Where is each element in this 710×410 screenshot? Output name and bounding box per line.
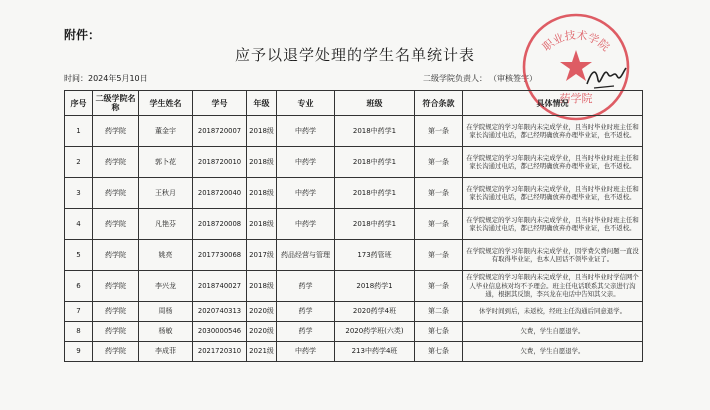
- table-row: [65, 178, 643, 209]
- header-col-detail: 具体情况: [463, 91, 643, 116]
- table-row: [65, 322, 643, 342]
- table-row: [65, 209, 643, 240]
- date-label: 时间：2024年5月10日: [64, 74, 148, 83]
- header-col-grade: 年级: [247, 91, 277, 116]
- cell-major: 中药学: [277, 147, 335, 178]
- cell-clause: 第一条: [415, 271, 463, 302]
- svg-text:职业技术学院: 职业技术学院: [539, 28, 613, 54]
- table-row: [65, 240, 643, 271]
- cell-major: 中药学: [277, 178, 335, 209]
- cell-sid: 2017730068: [193, 240, 247, 271]
- cell-detail: 在学院规定的学习年限内未完成学业，因学费欠费问题一直没有取得毕业证，也本人回话不领毕业证了。: [463, 240, 643, 271]
- cell-clause: 第一条: [415, 116, 463, 147]
- cell-college: 药学院: [93, 147, 139, 178]
- cell-college: 药学院: [93, 271, 139, 302]
- cell-class: 173药管班: [335, 240, 415, 271]
- cell-no: 5: [65, 240, 93, 271]
- cell-grade: 2018级: [247, 178, 277, 209]
- cell-grade: 2020级: [247, 322, 277, 342]
- cell-detail: 欠费，学生自愿退学。: [463, 342, 643, 362]
- cell-sid: 2020740313: [193, 302, 247, 322]
- cell-sid: 2021720310: [193, 342, 247, 362]
- cell-detail: 在学院规定的学习年限内未完成学业，且当时毕业时班主任和家长沟通过电话，都已经明确放弃办理毕业证，也不返校。: [463, 178, 643, 209]
- cell-college: 药学院: [93, 302, 139, 322]
- cell-sid: 2030000546: [193, 322, 247, 342]
- cell-clause: 第一条: [415, 147, 463, 178]
- cell-no: 4: [65, 209, 93, 240]
- cell-clause: 第七条: [415, 342, 463, 362]
- cell-name: 周杨: [139, 302, 193, 322]
- cell-no: 3: [65, 178, 93, 209]
- cell-name: 姚亮: [139, 240, 193, 271]
- svg-text:药学院: 药学院: [559, 92, 593, 105]
- cell-class: 2018中药学1: [335, 209, 415, 240]
- cell-major: 药学: [277, 271, 335, 302]
- cell-detail: 在学院规定的学习年限内未完成学业，且当时毕业时班主任和家长沟通过电话，都已经明确放弃办理毕业证，也不返校。: [463, 147, 643, 178]
- cell-name: 杨敏: [139, 322, 193, 342]
- cell-college: 药学院: [93, 178, 139, 209]
- cell-clause: 第一条: [415, 209, 463, 240]
- cell-detail: 在学院规定的学习年限内未完成学业，且当时毕业时学信网个人毕业信息核对均不予理会。班主任电话联系其父亲进行沟通，根据其反馈，李兴龙在电话中告知其父亲。: [463, 271, 643, 302]
- table-body: [65, 116, 643, 362]
- cell-sid: 2018740027: [193, 271, 247, 302]
- cell-detail: 欠费，学生自愿退学。: [463, 322, 643, 342]
- cell-college: 药学院: [93, 209, 139, 240]
- cell-college: 药学院: [93, 342, 139, 362]
- header-col-no: 序号: [65, 91, 93, 116]
- header-col-college: 二级学院名称: [93, 91, 139, 116]
- cell-grade: 2021级: [247, 342, 277, 362]
- cell-major: 中药学: [277, 342, 335, 362]
- cell-name: 王秋月: [139, 178, 193, 209]
- cell-sid: 2018720007: [193, 116, 247, 147]
- withdrawal-table: [64, 90, 643, 362]
- cell-no: 7: [65, 302, 93, 322]
- cell-no: 8: [65, 322, 93, 342]
- cell-name: 董金宇: [139, 116, 193, 147]
- cell-name: 凡艳芬: [139, 209, 193, 240]
- cell-major: 药品经营与管理: [277, 240, 335, 271]
- cell-clause: 第七条: [415, 322, 463, 342]
- table-row: [65, 302, 643, 322]
- cell-grade: 2018级: [247, 209, 277, 240]
- document-title: 应予以退学处理的学生名单统计表: [234, 46, 475, 64]
- cell-grade: 2018级: [247, 147, 277, 178]
- cell-class: 213中药学4班: [335, 342, 415, 362]
- cell-class: 2018中药学1: [335, 116, 415, 147]
- table-row: [65, 271, 643, 302]
- cell-class: 2018药学1: [335, 271, 415, 302]
- cell-clause: 第二条: [415, 302, 463, 322]
- cell-class: 2018中药学1: [335, 178, 415, 209]
- cell-grade: 2018级: [247, 116, 277, 147]
- header-col-sid: 学号: [193, 91, 247, 116]
- cell-name: 郭卜花: [139, 147, 193, 178]
- cell-no: 9: [65, 342, 93, 362]
- header-col-clause: 符合条款: [415, 91, 463, 116]
- cell-college: 药学院: [93, 116, 139, 147]
- cell-college: 药学院: [93, 240, 139, 271]
- cell-sid: 2018720008: [193, 209, 247, 240]
- cell-detail: 在学院规定的学习年限内未完成学业，且当时毕业时班主任和家长沟通过电话，都已经明确放弃办理毕业证，也不返校。: [463, 209, 643, 240]
- cell-clause: 第一条: [415, 178, 463, 209]
- header-col-name: 学生姓名: [139, 91, 193, 116]
- owner-label: 二级学院负责人：: [423, 74, 487, 83]
- cell-college: 药学院: [93, 322, 139, 342]
- cell-grade: 2018级: [247, 271, 277, 302]
- cell-detail: 在学院规定的学习年限内未完成学业，且当时毕业时班主任和家长沟通过电话，都已经明确放弃办理毕业证，也不返校。: [463, 116, 643, 147]
- cell-major: 中药学: [277, 209, 335, 240]
- cell-no: 1: [65, 116, 93, 147]
- cell-grade: 2020级: [247, 302, 277, 322]
- cell-name: 李成菲: [139, 342, 193, 362]
- cell-grade: 2017级: [247, 240, 277, 271]
- owner-note: （审核签字）: [493, 74, 537, 83]
- cell-major: 药学: [277, 322, 335, 342]
- attachment-label: 附件：: [64, 28, 101, 42]
- table-row: [65, 116, 643, 147]
- cell-class: 2018中药学1: [335, 147, 415, 178]
- cell-no: 2: [65, 147, 93, 178]
- table-row: [65, 147, 643, 178]
- header-col-major: 专业: [277, 91, 335, 116]
- cell-sid: 2018720010: [193, 147, 247, 178]
- cell-major: 中药学: [277, 116, 335, 147]
- header-col-class: 班级: [335, 91, 415, 116]
- cell-sid: 2018720040: [193, 178, 247, 209]
- cell-class: 2020药学4班: [335, 302, 415, 322]
- cell-detail: 休学时间到后，未返校，经班主任沟通后同意退学。: [463, 302, 643, 322]
- cell-clause: 第一条: [415, 240, 463, 271]
- cell-major: 药学: [277, 302, 335, 322]
- table-header-row: [65, 91, 643, 116]
- table-row: [65, 342, 643, 362]
- cell-class: 2020药学班(六类): [335, 322, 415, 342]
- cell-no: 6: [65, 271, 93, 302]
- cell-name: 李兴龙: [139, 271, 193, 302]
